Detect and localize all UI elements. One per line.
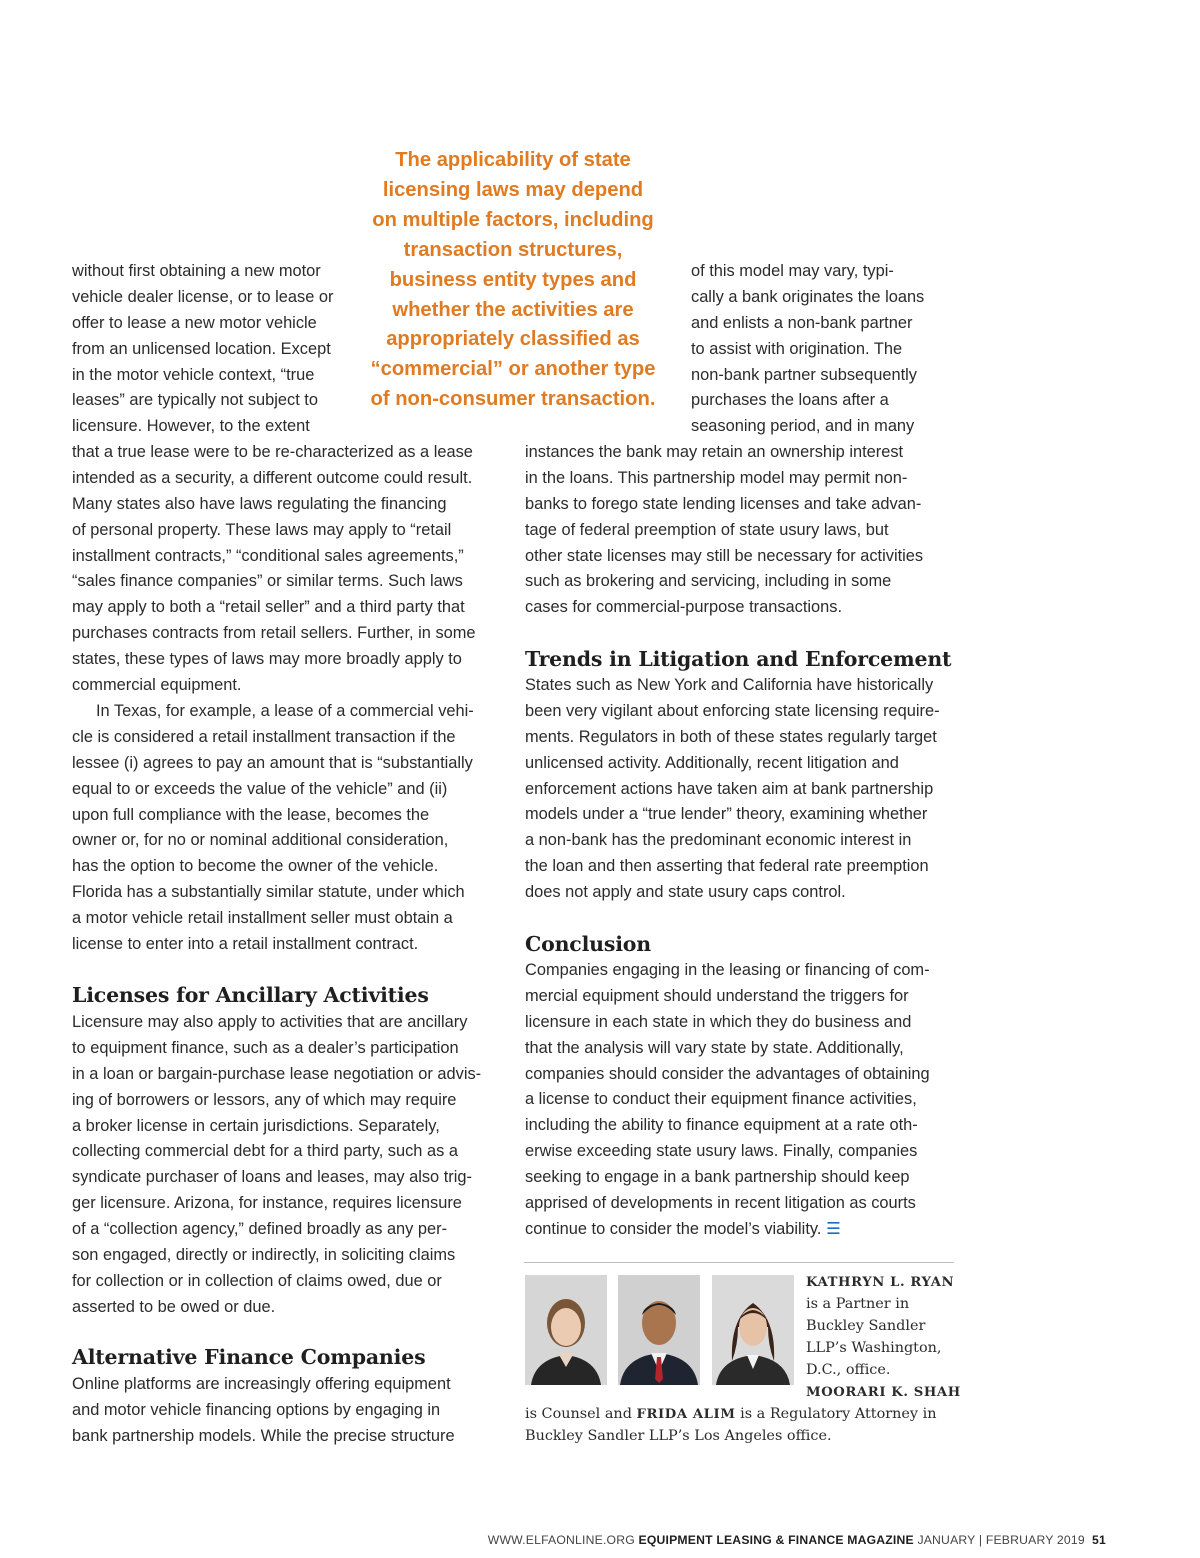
text-line: syndicate purchaser of loans and leases, may also trig-: [72, 1168, 472, 1187]
text-line: unlicensed activity. Additionally, recent litigation and: [525, 753, 899, 772]
end-mark-icon: ☰: [825, 1219, 841, 1238]
left-paragraph-1: [72, 440, 476, 699]
section-heading-conclusion: Conclusion: [525, 932, 651, 956]
author-photo-shah: [618, 1275, 700, 1385]
text-line: a broker license in certain jurisdictions. Separately,: [72, 1116, 440, 1135]
conclusion-paragraph: [525, 958, 930, 1243]
text-line: banks to forego state lending licenses and take advan-: [525, 494, 922, 513]
pull-quote-line: transaction structures,: [403, 238, 623, 261]
bio-line: D.C., office.: [806, 1361, 891, 1378]
text-line: that a true lease were to be re-characterized as a lease: [72, 443, 473, 461]
text-line: other state licenses may still be necessary for activities: [525, 546, 924, 565]
text-line: [525, 1217, 930, 1243]
text-line: Many states also have laws regulating the financing: [72, 494, 447, 513]
text-line: cally a bank originates the loans: [691, 287, 925, 306]
text-line: companies should consider the advantages of obtaining: [525, 1064, 930, 1083]
pull-quote-line: licensing laws may depend: [382, 178, 644, 201]
text-line: does not apply and state usury caps control.: [525, 883, 846, 902]
pull-quote-line: “commercial” or another type: [370, 358, 656, 381]
footer-issue: JANUARY | FEBRUARY 2019: [917, 1533, 1085, 1547]
text-line: in the loans. This partnership model may permit non-: [525, 468, 908, 487]
trends-paragraph: [525, 673, 940, 906]
text-line: installment contracts,” “conditional sales agreements,”: [72, 546, 464, 565]
text-line: “sales finance companies” or similar terms. Such laws: [72, 572, 463, 591]
text-line: to assist with origination. The: [691, 339, 903, 358]
text-line: ger licensure. Arizona, for instance, requires licensure: [72, 1194, 462, 1213]
bio-line: LLP’s Washington,: [806, 1339, 942, 1356]
right-paragraph-1: [525, 440, 923, 621]
text-line: Licensure may also apply to activities that are ancillary: [72, 1013, 468, 1031]
text-line: commercial equipment.: [72, 676, 242, 695]
author-bio-top: [806, 1272, 961, 1403]
text-line: In Texas, for example, a lease of a commercial vehi-: [96, 702, 474, 720]
text-line: license to enter into a retail installment contract.: [72, 935, 419, 954]
text-line: of a “collection agency,” defined broadly as any per-: [72, 1220, 448, 1239]
text-line: states, these types of laws may more broadly apply to: [72, 650, 462, 669]
pull-quote-line: of non-consumer transaction.: [370, 388, 656, 411]
text-line: a motor vehicle retail installment seller must obtain a: [72, 909, 453, 928]
pull-quote-line: The applicability of state: [395, 149, 631, 171]
bio-divider: [524, 1262, 954, 1263]
text-line: the loan and then asserting that federal rate preemption: [525, 857, 929, 876]
text-line: cases for commercial-purpose transactions.: [525, 598, 843, 617]
footer-site: WWW.ELFAONLINE.ORG: [487, 1533, 635, 1547]
text-line: in the motor vehicle context, “true: [72, 365, 315, 384]
text-line: a license to conduct their equipment finance activities,: [525, 1090, 917, 1109]
text-line: ing of borrowers or lessors, any of which may require: [72, 1090, 457, 1109]
text-line: leases” are typically not subject to: [72, 391, 318, 410]
author-bio-bottom: [525, 1404, 936, 1448]
text-line: that the analysis will vary state by state. Additionally,: [525, 1038, 904, 1057]
text-line: for collection or in collection of claims owed, due or: [72, 1271, 442, 1290]
text-line: instances the bank may retain an ownership interest: [525, 443, 904, 461]
text-line: and enlists a non-bank partner: [691, 313, 913, 332]
text-line: offer to lease a new motor vehicle: [72, 313, 317, 332]
left-paragraph-2: [72, 699, 474, 958]
text-line: of personal property. These laws may apply to “retail: [72, 520, 452, 539]
bio-line: Buckley Sandler: [806, 1317, 926, 1334]
alternative-paragraph: [72, 1372, 455, 1450]
text-line: Online platforms are increasingly offering equipment: [72, 1375, 451, 1393]
text-line: from an unlicensed location. Except: [72, 339, 331, 358]
footer-magazine: EQUIPMENT LEASING & FINANCE MAGAZINE: [638, 1533, 914, 1547]
author-name-shah: MOORARI K. SHAH: [806, 1384, 961, 1400]
text-line: owner or, for no or nominal additional consideration,: [72, 831, 449, 850]
text-line: a non-bank has the predominant economic interest in: [525, 831, 912, 850]
pull-quote-line: whether the activities are: [392, 298, 634, 321]
text-line: to equipment finance, such as a dealer’s participation: [72, 1038, 459, 1057]
text-line: son engaged, directly or indirectly, in soliciting claims: [72, 1246, 456, 1265]
left-column-intro: [72, 259, 333, 440]
bio-text: is Counsel and: [525, 1406, 632, 1422]
author-photo-alim: [712, 1275, 794, 1385]
text-line: ments. Regulators in both of these states regularly target: [525, 727, 937, 746]
text-line: has the option to become the owner of the vehicle.: [72, 857, 439, 876]
text-line: Companies engaging in the leasing or financing of com-: [525, 961, 930, 979]
text-line: mercial equipment should understand the triggers for: [525, 986, 909, 1005]
text-line: seasoning period, and in many: [691, 417, 915, 436]
section-heading-ancillary: Licenses for Ancillary Activities: [72, 983, 429, 1007]
text-line: bank partnership models. While the precise structure: [72, 1426, 455, 1445]
text-line: purchases contracts from retail sellers. Further, in some: [72, 624, 476, 643]
text-line: equal to or exceeds the value of the vehicle” and (ii): [72, 779, 448, 798]
author-photo-ryan: [525, 1275, 607, 1385]
text-line: and motor vehicle financing options by engaging in: [72, 1400, 441, 1419]
text-line: seeking to engage in a bank partnership should keep: [525, 1168, 910, 1187]
text-line: cle is considered a retail installment transaction if the: [72, 727, 456, 746]
text-line: upon full compliance with the lease, becomes the: [72, 805, 430, 824]
bio-text: is a Regulatory Attorney in: [740, 1406, 937, 1422]
text-line: apprised of developments in recent litigation as courts: [525, 1194, 916, 1213]
text-line: asserted to be owed or due.: [72, 1297, 276, 1316]
pull-quote-line: on multiple factors, including: [372, 208, 654, 231]
text-line: tage of federal preemption of state usury laws, but: [525, 520, 889, 539]
text-line: licensure in each state in which they do business and: [525, 1012, 912, 1031]
pull-quote: [352, 146, 674, 415]
text-line: enforcement actions have taken aim at bank partnership: [525, 779, 934, 798]
text-line: collecting commercial debt for a third party, such as a: [72, 1142, 458, 1161]
text-line: Florida has a substantially similar statute, under which: [72, 883, 465, 902]
text-line: erwise exceeding state usury laws. Finally, companies: [525, 1142, 918, 1161]
text-line: States such as New York and California have historically: [525, 676, 934, 694]
text-line: including the ability to finance equipment at a rate oth-: [525, 1116, 918, 1135]
text-line: such as brokering and servicing, including in some: [525, 572, 892, 591]
conclusion-last-text: continue to consider the model’s viability.: [525, 1219, 822, 1238]
bio-line: [525, 1404, 936, 1426]
section-heading-trends: Trends in Litigation and Enforcement: [525, 647, 952, 671]
text-line: of this model may vary, typi-: [691, 262, 894, 280]
ancillary-paragraph: [72, 1010, 481, 1321]
page-footer: [488, 1533, 1106, 1547]
text-line: non-bank partner subsequently: [691, 365, 917, 384]
text-line: models under a “true lender” theory, examining whether: [525, 805, 928, 824]
pull-quote-line: appropriately classified as: [386, 328, 640, 351]
bio-line: Buckley Sandler LLP’s Los Angeles office.: [525, 1427, 832, 1444]
author-name-ryan: KATHRYN L. RYAN: [806, 1275, 955, 1290]
text-line: may apply to both a “retail seller” and a third party that: [72, 598, 465, 617]
text-line: vehicle dealer license, or to lease or: [72, 287, 334, 306]
text-line: without first obtaining a new motor: [72, 262, 321, 280]
text-line: lessee (i) agrees to pay an amount that is “substantially: [72, 753, 473, 772]
author-name-alim: FRIDA ALIM: [636, 1407, 736, 1422]
text-line: intended as a security, a different outcome could result.: [72, 468, 473, 487]
section-heading-alternative: Alternative Finance Companies: [72, 1345, 426, 1369]
pull-quote-line: business entity types and: [389, 268, 637, 291]
right-column-intro: [691, 259, 924, 440]
page-number: 51: [1092, 1533, 1106, 1547]
text-line: purchases the loans after a: [691, 391, 889, 410]
text-line: been very vigilant about enforcing state licensing require-: [525, 701, 940, 720]
bio-line: is a Partner in: [806, 1295, 910, 1312]
text-line: licensure. However, to the extent: [72, 417, 310, 436]
text-line: in a loan or bargain-purchase lease negotiation or advis-: [72, 1064, 482, 1083]
